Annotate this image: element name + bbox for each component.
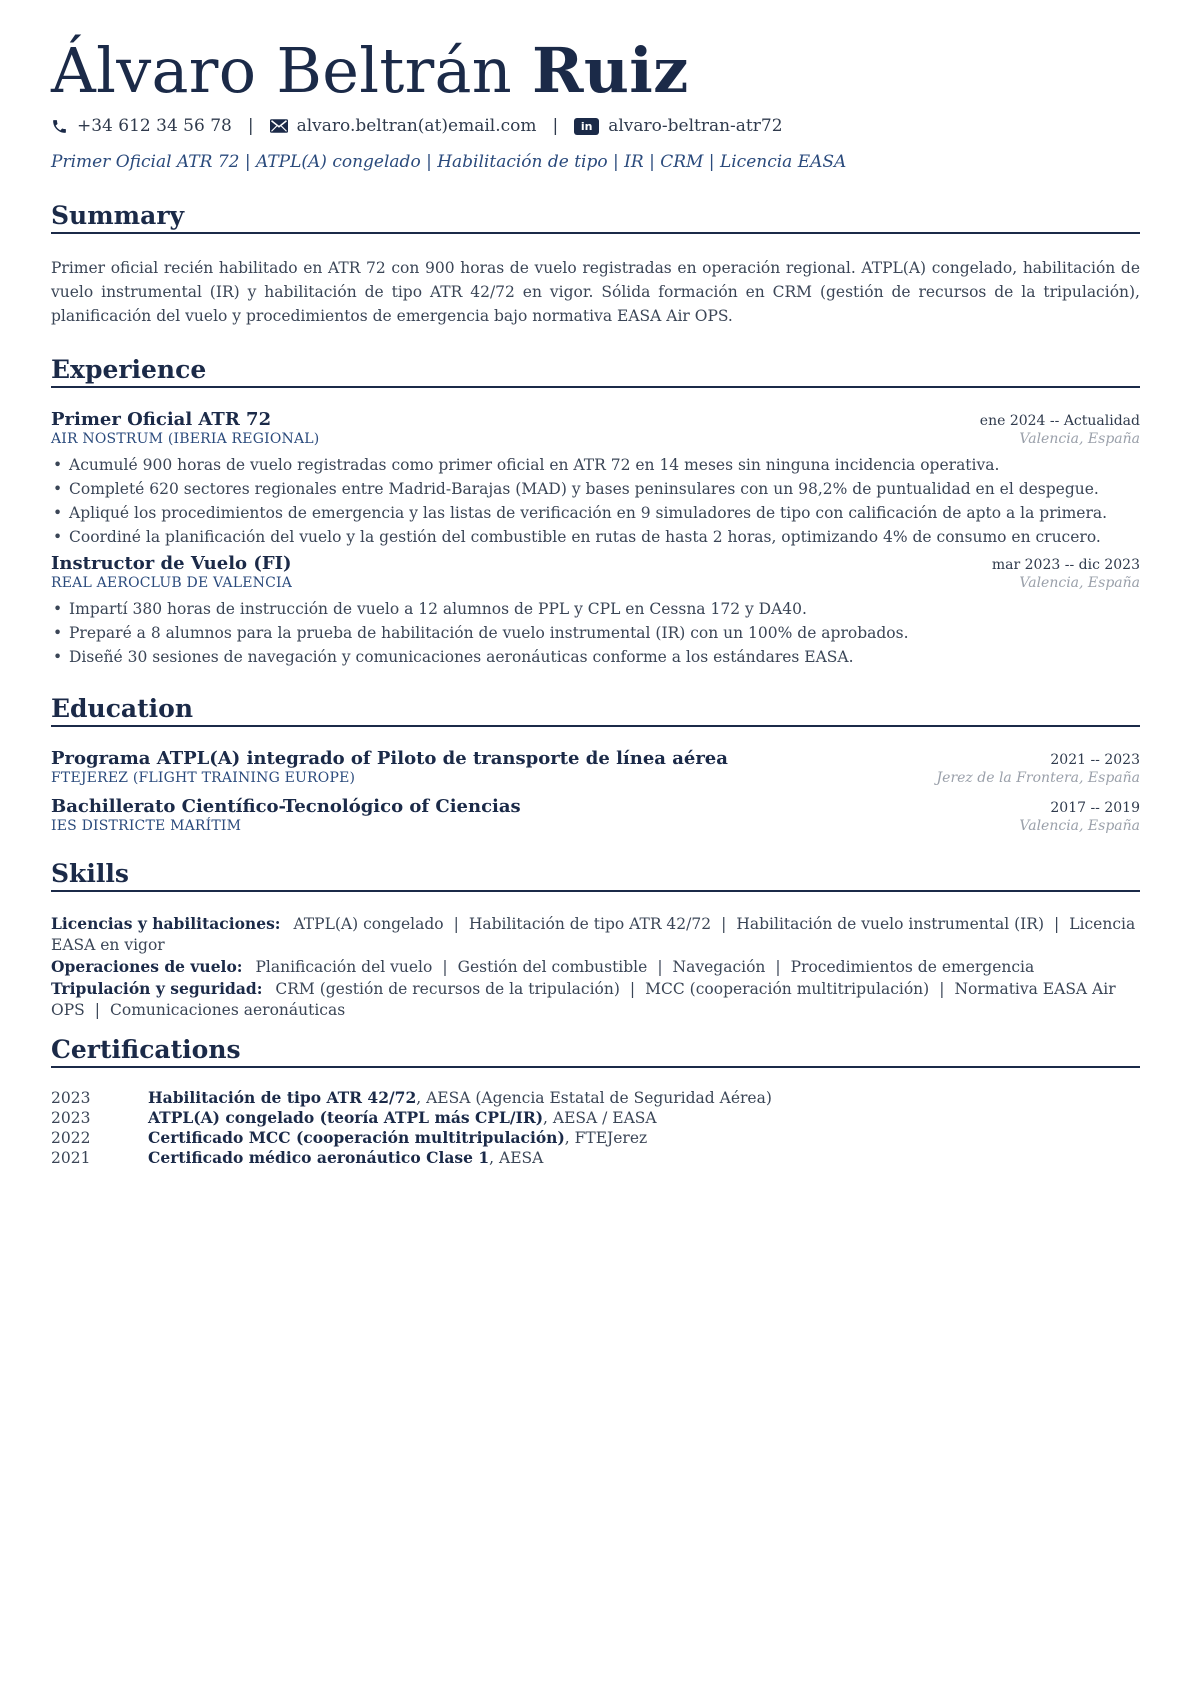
school-location: Valencia, España	[1019, 818, 1140, 834]
list-item: • Acumulé 900 horas de vuelo registradas como primer oficial en ATR 72 en 14 meses sin ninguna incidencia operativa.	[51, 453, 1140, 477]
linkedin-icon: in	[574, 118, 599, 135]
contact-linkedin[interactable]	[574, 116, 782, 136]
job-title: Instructor de Vuelo (FI)	[51, 553, 292, 574]
job-dates: ene 2024 -- Actualidad	[979, 413, 1140, 429]
cert-year: 2021	[51, 1149, 91, 1167]
email-address: alvaro.beltran(at)email.com	[296, 116, 537, 136]
phone-number: +34 612 34 56 78	[77, 116, 232, 136]
list-item: • Impartí 380 horas de instrucción de vuelo a 12 alumnos de PPL y CPL en Cessna 172 y DA40.	[51, 597, 1140, 621]
list-item: • Diseñé 30 sesiones de navegación y comunicaciones aeronáuticas conforme a los estándares EASA.	[51, 645, 1140, 669]
summary-text: Primer oficial recién habilitado en ATR 72 con 900 horas de vuelo registradas en operación regional. ATPL(A) congelado, habilitación de vuelo instrumental (IR) y habilitación de tipo ATR 42/72 en vigor. Sólida formación en CRM (gestión de recursos de la tripulación), planificación del vuelo y procedimientos de emergencia bajo normativa EASA Air OPS.	[51, 259, 1140, 325]
certifications-heading: Certifications	[51, 1035, 1140, 1068]
job-dates: mar 2023 -- dic 2023	[991, 557, 1140, 573]
skill-group-label: Operaciones de vuelo:	[51, 957, 243, 976]
skill-item: Licencia EASA en vigor	[51, 915, 1136, 954]
job-bullets	[51, 597, 1140, 669]
cert-year: 2022	[51, 1129, 91, 1147]
skill-separator: |	[1054, 915, 1060, 933]
cert-issuer: , AESA / EASA	[543, 1109, 657, 1127]
phone-icon	[51, 118, 68, 135]
degree-title: Programa ATPL(A) integrado of Piloto de transporte de línea aérea	[51, 748, 728, 769]
skill-item: CRM (gestión de recursos de la tripulación)	[275, 980, 620, 998]
first-name: Álvaro Beltrán	[51, 34, 512, 107]
education-entry	[51, 796, 1140, 834]
skill-item: Normativa EASA Air OPS	[51, 980, 1116, 1019]
job-location: Valencia, España	[1019, 575, 1140, 591]
list-item: • Preparé a 8 alumnos para la prueba de habilitación de vuelo instrumental (IR) con un 100% de aprobados.	[51, 621, 1140, 645]
skill-group-label: Licencias y habilitaciones:	[51, 914, 281, 933]
job-bullets	[51, 453, 1140, 549]
skill-item: Habilitación de tipo ATR 42/72	[468, 915, 712, 933]
skill-item: Procedimientos de emergencia	[790, 958, 1035, 976]
degree-title: Bachillerato Científico-Tecnológico of Ciencias	[51, 796, 521, 817]
skill-separator: |	[939, 980, 945, 998]
certification-row	[51, 1088, 1140, 1108]
experience-heading: Experience	[51, 355, 1140, 388]
contact-separator: |	[247, 116, 254, 136]
job-title: Primer Oficial ATR 72	[51, 409, 272, 430]
skill-group	[51, 913, 1140, 956]
contact-separator: |	[552, 116, 559, 136]
skill-item: MCC (cooperación multitripulación)	[645, 980, 930, 998]
skill-item: Gestión del combustible	[457, 958, 648, 976]
skill-separator: |	[657, 958, 663, 976]
degree-dates: 2017 -- 2019	[1050, 800, 1140, 816]
list-item: • Apliqué los procedimientos de emergencia y las listas de verificación en 9 simuladores de tipo con calificación de apto a la primera.	[51, 501, 1140, 525]
skill-item: Navegación	[672, 958, 766, 976]
summary-heading: Summary	[51, 201, 1140, 234]
last-name: Ruiz	[532, 34, 689, 107]
contact-bar	[51, 116, 1140, 136]
cert-year: 2023	[51, 1109, 91, 1127]
job-entry	[51, 409, 1140, 549]
cert-name: Certificado MCC (cooperación multitripulación)	[148, 1128, 565, 1147]
skill-item: Planificación del vuelo	[255, 958, 433, 976]
email-icon	[270, 119, 288, 133]
job-entry	[51, 553, 1140, 669]
school-name: IES DISTRICTE MARÍTIM	[51, 818, 242, 834]
skill-item: Comunicaciones aeronáuticas	[110, 1001, 346, 1019]
contact-email[interactable]	[270, 116, 537, 136]
skill-group	[51, 978, 1140, 1021]
skill-separator: |	[775, 958, 781, 976]
cert-name: ATPL(A) congelado (teoría ATPL más CPL/IR)	[148, 1108, 544, 1127]
list-item: • Coordiné la planificación del vuelo y la gestión del combustible en rutas de hasta 2 horas, optimizando 4% de consumo en crucero.	[51, 525, 1140, 549]
school-location: Jerez de la Frontera, España	[936, 770, 1140, 786]
school-name: FTEJEREZ (FLIGHT TRAINING EUROPE)	[51, 770, 356, 786]
skills-list	[51, 913, 1140, 1021]
skill-separator: |	[94, 1001, 100, 1019]
certification-row	[51, 1128, 1140, 1148]
skill-group-label: Tripulación y seguridad:	[51, 979, 263, 998]
skills-heading: Skills	[51, 859, 1140, 892]
certifications-list	[51, 1088, 1140, 1168]
skill-separator: |	[442, 958, 448, 976]
cert-name: Certificado médico aeronáutico Clase 1	[148, 1148, 490, 1167]
cert-issuer: , FTEJerez	[564, 1129, 648, 1147]
cert-year: 2023	[51, 1089, 91, 1107]
skill-separator: |	[453, 915, 459, 933]
education-heading: Education	[51, 694, 1140, 727]
education-entry	[51, 748, 1140, 786]
candidate-name	[51, 34, 1140, 107]
job-company: AIR NOSTRUM (IBERIA REGIONAL)	[51, 431, 320, 447]
certification-row	[51, 1148, 1140, 1168]
skill-group	[51, 956, 1140, 978]
linkedin-handle: alvaro-beltran-atr72	[608, 116, 783, 136]
cert-issuer: , AESA (Agencia Estatal de Seguridad Aérea)	[416, 1089, 772, 1107]
job-location: Valencia, España	[1019, 431, 1140, 447]
job-company: REAL AEROCLUB DE VALENCIA	[51, 575, 293, 591]
skill-separator: |	[629, 980, 636, 998]
degree-dates: 2021 -- 2023	[1050, 752, 1140, 768]
cert-name: Habilitación de tipo ATR 42/72	[148, 1088, 417, 1107]
contact-phone[interactable]	[51, 116, 232, 136]
cert-issuer: , AESA	[489, 1149, 544, 1167]
list-item: • Completé 620 sectores regionales entre Madrid-Barajas (MAD) y bases peninsulares con un 98,2% de puntualidad en el despegue.	[51, 477, 1140, 501]
headline-tagline: Primer Oficial ATR 72 | ATPL(A) congelado | Habilitación de tipo | IR | CRM | Licencia EASA	[51, 152, 847, 172]
skill-separator: |	[721, 915, 727, 933]
skill-item: ATPL(A) congelado	[293, 915, 444, 933]
skill-item: Habilitación de vuelo instrumental (IR)	[736, 915, 1045, 933]
certification-row	[51, 1108, 1140, 1128]
